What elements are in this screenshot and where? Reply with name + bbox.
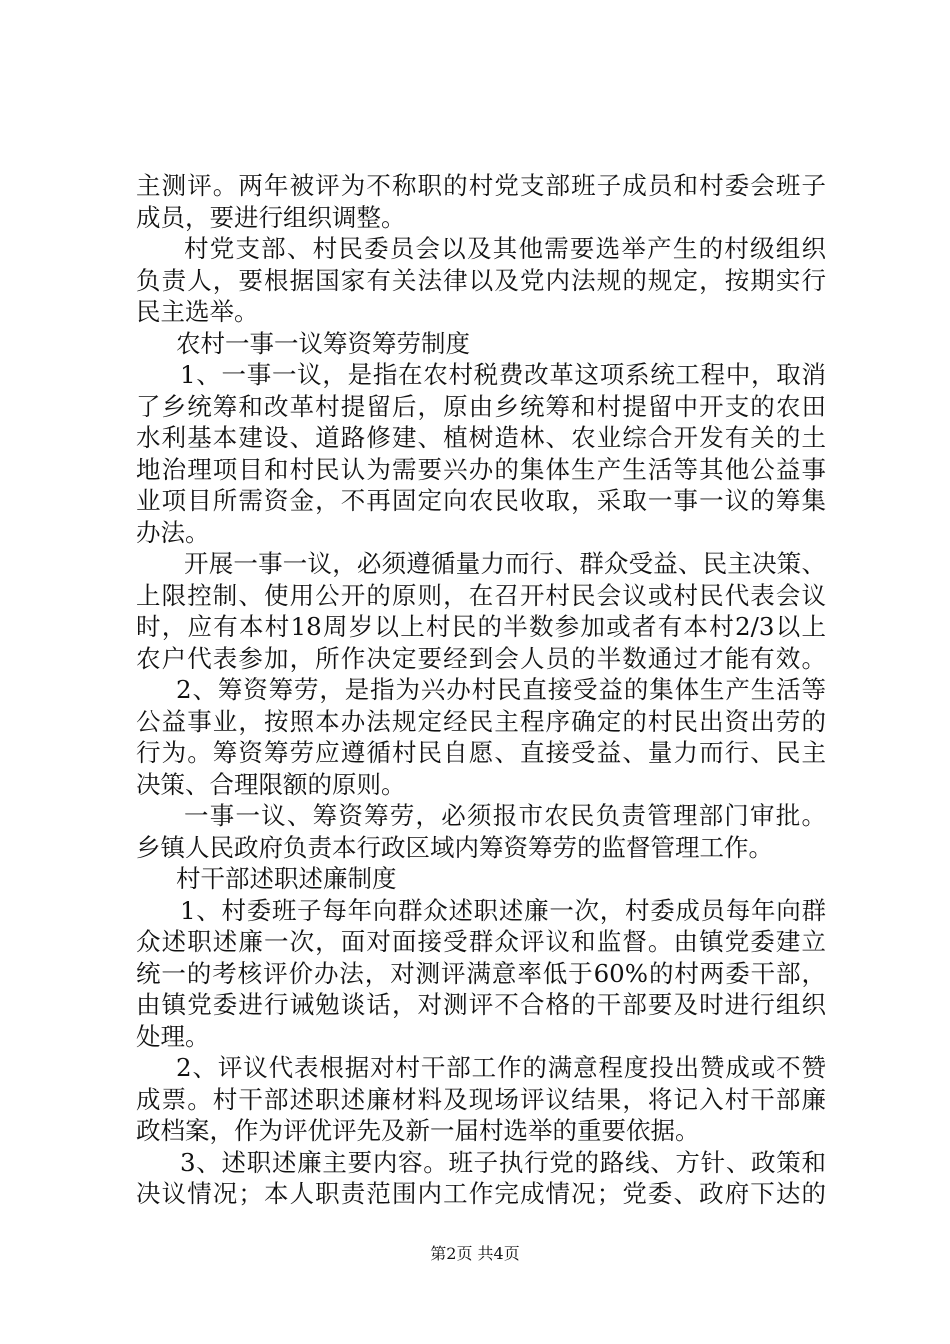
text-line: 决议情况；本人职责范围内工作完成情况；党委、政府下达的	[136, 1179, 826, 1208]
text-line: 村党支部、村民委员会以及其他需要选举产生的村级组织	[184, 234, 826, 263]
text-line: 业项目所需资金，不再固定向农民收取，采取一事一议的筹集	[136, 486, 826, 515]
text-line: 2、评议代表根据对村干部工作的满意程度投出赞成或不赞	[176, 1053, 826, 1082]
text-line: 地治理项目和村民认为需要兴办的集体生产生活等其他公益事	[136, 454, 826, 484]
text-line: 1、一事一议，是指在农村税费改革这项系统工程中，取消	[180, 360, 826, 389]
text-line: 成票。村干部述职述廉材料及现场评议结果，将记入村干部廉	[136, 1084, 826, 1114]
section-heading: 村干部述职述廉制度	[176, 864, 397, 893]
text-line: 开展一事一议，必须遵循量力而行、群众受益、民主决策、	[184, 549, 826, 578]
text-line: 水利基本建设、道路修建、植树造林、农业综合开发有关的土	[136, 423, 826, 452]
text-line: 乡镇人民政府负责本行政区域内筹资筹劳的监督管理工作。	[136, 832, 773, 862]
text-line: 由镇党委进行诫勉谈话，对测评不合格的干部要及时进行组织	[136, 990, 826, 1019]
text-line: 3、述职述廉主要内容。班子执行党的路线、方针、政策和	[180, 1147, 826, 1177]
text-line: 了乡统筹和改革村提留后，原由乡统筹和村提留中开支的农田	[136, 391, 826, 421]
text-line: 处理。	[136, 1021, 210, 1051]
text-line: 主测评。两年被评为不称职的村党支部班子成员和村委会班子	[136, 171, 826, 200]
text-line: 公益事业，按照本办法规定经民主程序确定的村民出资出劳的	[136, 706, 826, 736]
text-line: 政档案，作为评优评先及新一届村选举的重要依据。	[136, 1116, 700, 1145]
text-line: 一事一议、筹资筹劳，必须报市农民负责管理部门审批。	[184, 801, 826, 830]
text-line: 行为。筹资筹劳应遵循村民自愿、直接受益、量力而行、民主	[136, 738, 826, 767]
text-line: 上限控制、使用公开的原则，在召开村民会议或村民代表会议	[136, 580, 826, 610]
text-line: 负责人，要根据国家有关法律以及党内法规的规定，按期实行	[136, 265, 826, 295]
section-heading: 农村一事一议筹资筹劳制度	[176, 328, 470, 358]
text-line: 2、筹资筹劳，是指为兴办村民直接受益的集体生产生活等	[176, 675, 826, 704]
text-line: 统一的考核评价办法，对测评满意率低于60%的村两委干部，	[136, 958, 826, 988]
text-line: 决策、合理限额的原则。	[136, 769, 406, 799]
text-line: 民主选举。	[136, 297, 259, 326]
text-line: 办法。	[136, 517, 210, 547]
text-line: 众述职述廉一次，面对面接受群众评议和监督。由镇党委建立	[136, 927, 826, 956]
text-line: 1、村委班子每年向群众述职述廉一次，村委成员每年向群	[180, 895, 826, 925]
text-line: 时，应有本村18周岁以上村民的半数参加或者有本村2/3以上	[136, 612, 826, 641]
text-line: 农户代表参加，所作决定要经到会人员的半数通过才能有效。	[136, 643, 826, 673]
text-line: 成员，要进行组织调整。	[136, 202, 406, 232]
page-footer: 第2页 共4页	[430, 1244, 520, 1263]
document-body	[136, 170, 826, 1210]
